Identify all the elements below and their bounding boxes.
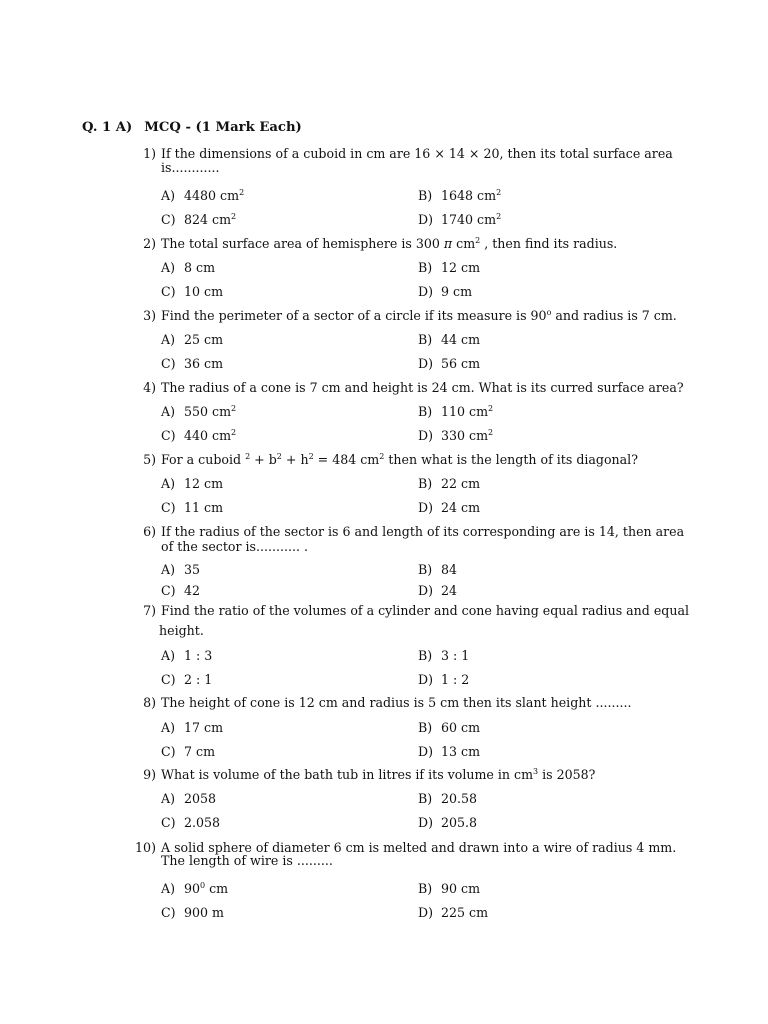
option-d: D) 13 cm: [418, 744, 481, 759]
option-b: B) 12 cm: [418, 260, 481, 275]
option-b: B) 22 cm: [418, 476, 481, 491]
section-title: MCQ - (1 Mark Each): [144, 120, 302, 135]
option-c: C) 42: [161, 583, 201, 598]
question-text: A solid sphere of diameter 6 cm is melted and drawn into a wire of radius 4 mm. The length of wire is .........: [161, 840, 677, 869]
question-number: 5): [143, 452, 156, 467]
option-c: C) 2.058: [161, 815, 221, 830]
option-a: A) $90^0$ cm: [161, 881, 229, 896]
option-d: D) 24 cm: [418, 500, 481, 515]
question-number: 8): [143, 695, 156, 710]
option-b: B) 60 cm: [418, 720, 481, 735]
option-c: C) 2 : 1: [161, 672, 213, 687]
option-d: D) 56 cm: [418, 356, 481, 371]
question-text: The height of cone is 12 cm and radius is 5 cm then its slant height .........: [161, 695, 632, 710]
option-c: C) 900 m: [161, 905, 224, 920]
option-b: B) 44 cm: [418, 332, 481, 347]
question-number: 4): [143, 380, 156, 395]
question-number: 3): [143, 308, 156, 323]
option-b: B) 20.58: [418, 791, 478, 806]
question-text: The radius of a cone is 7 cm and height is 24 cm. What is its curred surface area?: [161, 380, 684, 395]
question-number: 10): [135, 840, 156, 855]
option-c: C) 36 cm: [161, 356, 224, 371]
option-a: A) 35: [161, 562, 201, 577]
option-b: B) 3 : 1: [418, 648, 470, 663]
question-number: 6): [143, 524, 156, 539]
question-number: 1): [143, 146, 156, 161]
option-c: C) 824 $cm^2$: [161, 212, 237, 227]
option-a: A) 1 : 3: [161, 648, 213, 663]
option-a: A) 550 $cm^2$: [161, 404, 237, 419]
question-text: Find the perimeter of a sector of a circle if its measure is 90$^o$ and radius is 7 cm.: [161, 308, 677, 323]
option-d: D) 9 cm: [418, 284, 473, 299]
question-text: For a cuboid $^2 + b^2 + h^2 = 484$ $cm^2$ then what is the length of its diagonal?: [161, 452, 638, 467]
option-c: C) 11 cm: [161, 500, 224, 515]
question-text: The total surface area of hemisphere is 300 π $cm^2$ , then find its radius.: [161, 236, 618, 251]
option-b: B) 84: [418, 562, 458, 577]
option-c: C) 440 $cm^2$: [161, 428, 237, 443]
question-number: 2): [143, 236, 156, 251]
option-d: D) 1 : 2: [418, 672, 470, 687]
question-text: Find the ratio of the volumes of a cylinder and cone having equal radius and equal height.: [159, 603, 690, 639]
option-d: D) 205.8: [418, 815, 478, 830]
question-number: 9): [143, 767, 156, 782]
option-d: D) 24: [418, 583, 458, 598]
section-number: Q. 1 A): [82, 120, 133, 135]
option-a: A) 2058: [161, 791, 217, 806]
option-a: A) 25 cm: [161, 332, 224, 347]
question-text: If the dimensions of a cuboid in cm are 16 × 14 × 20, then its total surface area is............: [161, 146, 673, 176]
option-b: B) 1648 $cm^2$: [418, 188, 502, 203]
question-text: What is volume of the bath tub in litres if its volume in $cm^3$ is 2058?: [161, 767, 596, 782]
option-d: D) 1740 $cm^2$: [418, 212, 502, 227]
option-d: D) 330 $cm^2$: [418, 428, 494, 443]
option-a: A) 17 cm: [161, 720, 224, 735]
section-heading: [82, 119, 302, 136]
option-c: C) 7 cm: [161, 744, 216, 759]
question-text: If the radius of the sector is 6 and length of its corresponding are is 14, then area of the sector is........... .: [161, 524, 685, 555]
option-a: A) 12 cm: [161, 476, 224, 491]
option-d: D) 225 cm: [418, 905, 489, 920]
option-b: B) 90 cm: [418, 881, 481, 896]
option-c: C) 10 cm: [161, 284, 224, 299]
option-a: A) 8 cm: [161, 260, 216, 275]
option-b: B) 110 $cm^2$: [418, 404, 494, 419]
option-a: A) 4480 $cm^2$: [161, 188, 245, 203]
question-number: 7): [143, 603, 156, 618]
